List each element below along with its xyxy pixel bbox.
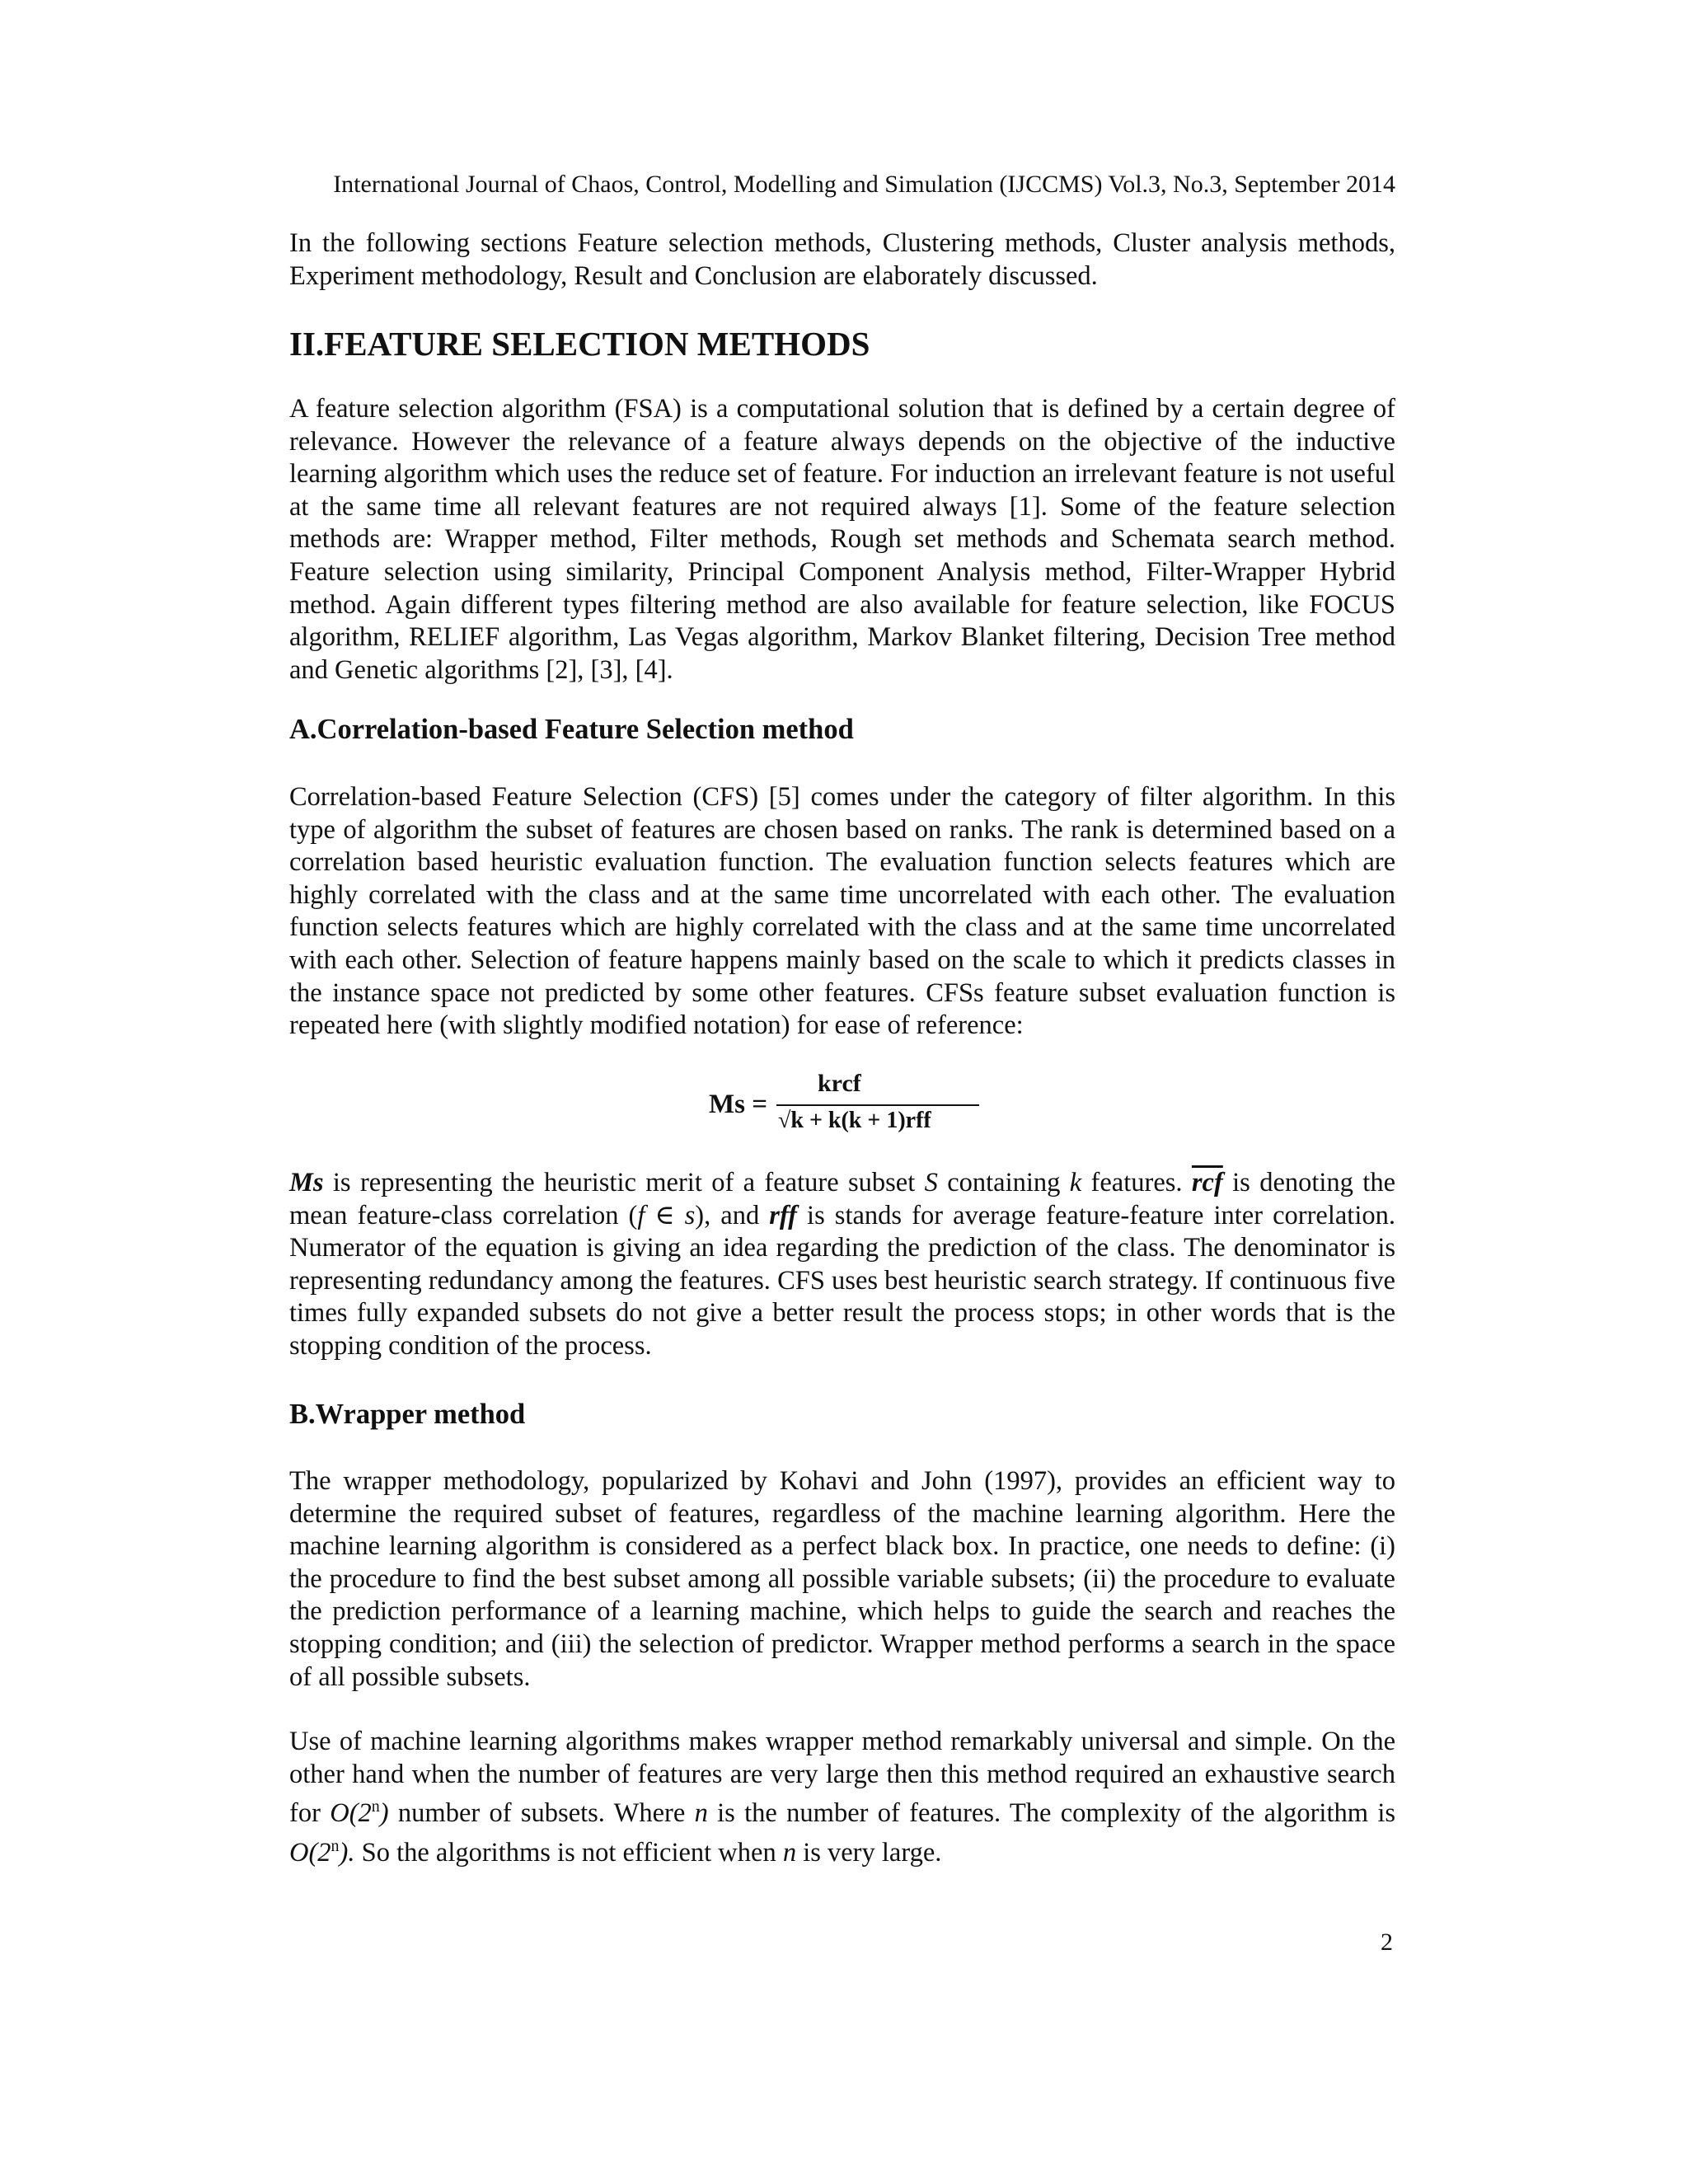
equation-lhs: Ms = <box>709 1090 768 1119</box>
running-header: International Journal of Chaos, Control, Modelling and Simulation (IJCCMS) Vol.3, No.3, September 2014 <box>333 171 1395 198</box>
equation-numerator: krcf <box>818 1070 861 1097</box>
wrapper-paragraph-2: Use of machine learning algorithms makes wrapper method remarkably universal and simple. On the other hand when the number of features are very large then this method required an exhaustive search for O(2$^n$) number of subsets. Where n is the number of features. The complexity of the algorithm is O(2$^n$). So the algorithms is not efficient when n is very large. <box>289 1727 1395 1868</box>
subsection-title-cfs: A.Correlation-based Feature Selection method <box>289 714 854 745</box>
subsection-title-wrapper: B.Wrapper method <box>289 1399 526 1430</box>
intro-paragraph: In the following sections Feature selection methods, Clustering methods, Cluster analysis methods, Experiment methodology, Result and Conclusion are elaborately discussed. <box>289 228 1395 291</box>
symbol-ms: Ms <box>289 1168 324 1197</box>
equation-denominator: √k + k(k + 1)rff <box>778 1108 931 1133</box>
equation-explanation-paragraph: Ms is representing the heuristic merit of a feature subset S containing k features. $\overline{rcf}$ is denoting the mean feature-class correlation (f ∈ s), and rff is stands for average feature-feature inter correlation. Numerator of the equation is giving an idea regarding the prediction of the class. The denominator is representing redundancy among the features. CFS uses best heuristic search strategy. If continuous five times fully expanded subsets do not give a better result the process stops; in other words that is the stopping condition of the process. <box>289 1168 1395 1361</box>
symbol-rff: rff <box>769 1200 797 1230</box>
feature-selection-paragraph: A feature selection algorithm (FSA) is a computational solution that is defined by a certain degree of relevance. However the relevance of a feature always depends on the objective of the inductive learning algorithm which uses the reduce set of feature. For induction an irrelevant feature is not useful at the same time all relevant features are not required always [1]. Some of the feature selection methods are: Wrapper method, Filter methods, Rough set methods and Schemata search method. Feature selection using similarity, Principal Component Analysis method, Filter-Wrapper Hybrid method. Again different types filtering method are also available for feature selection, like FOCUS algorithm, RELIEF algorithm, Las Vegas algorithm, Markov Blanket filtering, Decision Tree method and Genetic algorithms [2], [3], [4]. <box>289 394 1395 685</box>
section-title-feature-selection: II.FEATURE SELECTION METHODS <box>289 325 870 363</box>
cfs-paragraph: Correlation-based Feature Selection (CFS) [5] comes under the category of filter algorithm. In this type of algorithm the subset of features are chosen based on ranks. The rank is determined based on a correlation based heuristic evaluation function. The evaluation function selects features which are highly correlated with the class and at the same time uncorrelated with each other. The evaluation function selects features which are highly correlated with the class and at the same time uncorrelated with each other. Selection of feature happens mainly based on the scale to which it predicts classes in the instance space not predicted by some other features. CFSs feature subset evaluation function is repeated here (with slightly modified notation) for ease of reference: <box>289 782 1395 1041</box>
fraction-bar <box>776 1104 979 1106</box>
symbol-rcf: $\overline{rcf}$ <box>1191 1168 1223 1197</box>
merit-equation <box>709 1070 989 1149</box>
wrapper-paragraph-1: The wrapper methodology, popularized by Kohavi and John (1997), provides an efficient way to determine the required subset of features, regardless of the machine learning algorithm. Here the machine learning algorithm is considered as a perfect black box. In practice, one needs to define: (i) the procedure to find the best subset among all possible variable subsets; (ii) the procedure to evaluate the prediction performance of a learning machine, which helps to guide the search and reaches the stopping condition; and (iii) the selection of predictor. Wrapper method performs a search in the space of all possible subsets. <box>289 1466 1395 1692</box>
page-number: 2 <box>1381 1929 1393 1956</box>
